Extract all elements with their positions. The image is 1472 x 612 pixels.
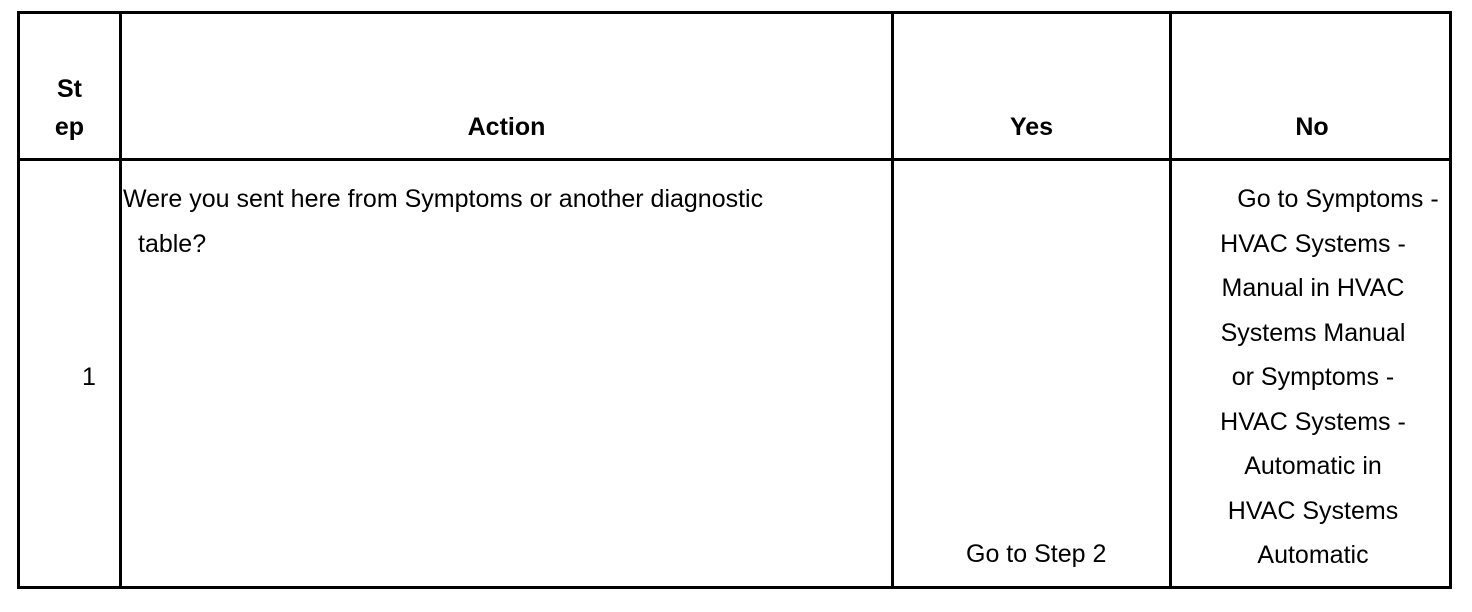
header-step-line-1: St	[57, 75, 82, 103]
diagnostic-table	[17, 11, 1452, 589]
row-1-no-line-4: Systems Manual	[1220, 318, 1406, 347]
row-1-no	[1180, 177, 1446, 578]
column-divider-yes	[1169, 14, 1172, 586]
header-yes: Yes	[1009, 113, 1054, 141]
row-1-no-line-5: or Symptoms -	[1231, 363, 1395, 391]
row-1-action	[123, 177, 763, 266]
row-1-no-line-9: Automatic	[1257, 541, 1369, 569]
header-no: No	[1295, 113, 1329, 141]
row-1-no-line-8: HVAC Systems	[1227, 496, 1399, 525]
row-1-step: 1	[82, 363, 96, 391]
column-divider-action	[891, 14, 894, 586]
row-1-no-line-1: Go to Symptoms -	[1237, 185, 1439, 213]
row-1-no-line-2: HVAC Systems -	[1220, 229, 1406, 258]
row-1-yes: Go to Step 2	[966, 540, 1107, 568]
row-1-action-line-2: table?	[138, 229, 207, 258]
header-action: Action	[467, 113, 546, 141]
row-1-no-line-6: HVAC Systems -	[1220, 407, 1406, 436]
row-1-no-line-3: Manual in HVAC	[1221, 274, 1405, 302]
column-divider-step	[119, 14, 122, 586]
row-1-action-line-1: Were you sent here from Symptoms or another diagnostic	[123, 185, 764, 213]
row-1-no-line-7: Automatic in	[1244, 452, 1382, 480]
header-divider	[20, 158, 1449, 161]
header-step-line-2: ep	[54, 113, 85, 141]
header-step	[20, 70, 119, 146]
